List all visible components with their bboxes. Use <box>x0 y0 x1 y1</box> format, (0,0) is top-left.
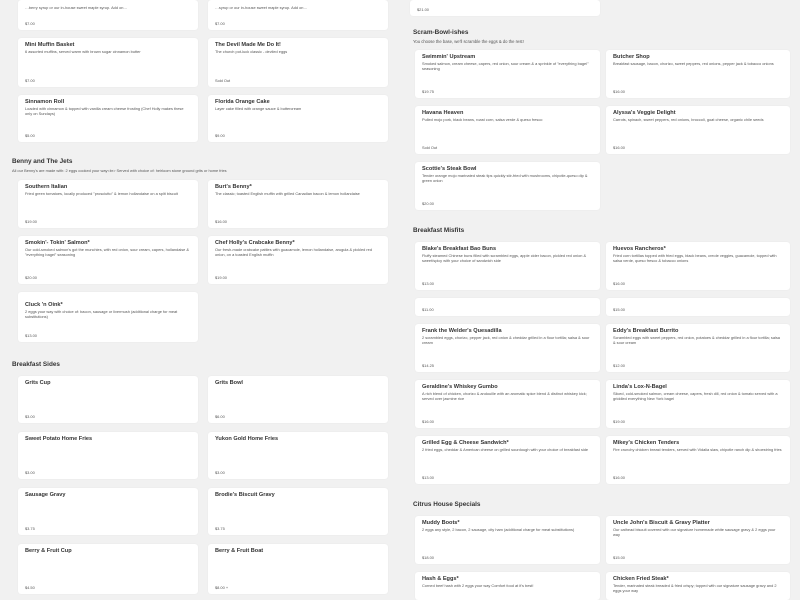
menu-item-card[interactable] <box>415 298 600 316</box>
item-desc: 2 eggs any style, 2 bacon, 2 sausage, city ham (additional charge for meat substitutions) <box>422 527 575 532</box>
item-title: Chef Holly's Crabcake Benny* <box>215 240 295 246</box>
section-subtitle-scrambowl: You choose the base, we'll scramble the eggs & do the rest! <box>413 39 524 44</box>
item-price: $9.00 <box>215 133 225 138</box>
item-price: $19.75 <box>422 89 434 94</box>
item-title: Grits Bowl <box>215 380 243 386</box>
item-title: Linda's Lox-N-Bagel <box>613 384 667 390</box>
item-desc: …syrup or our in-house sweet maple syrup. Add on… <box>215 5 308 10</box>
item-title: Cluck 'n Oink* <box>25 302 63 308</box>
item-desc: Fire crunchy chicken breast tenders, served with Vidalia slaw, chipotle ranch dip & shoestring fries <box>613 447 782 452</box>
item-price: $13.00 <box>422 281 434 286</box>
menu-item-card[interactable] <box>606 572 790 600</box>
item-desc: The church pot-luck classic - deviled eggs <box>215 49 288 54</box>
menu-item-card[interactable] <box>208 544 388 594</box>
item-desc: Fried corn tortillas topped with fried eggs, black beans, creole veggies, guacamole, topped with salsa verde, queso fresco & tobacco onions <box>613 253 777 264</box>
item-title: Grilled Egg & Cheese Sandwich* <box>422 440 509 446</box>
item-price: $19.00 <box>25 219 37 224</box>
item-title: Alyssa's Veggie Delight <box>613 110 676 116</box>
item-desc: Our fresh-made crabcake patties with guacamole, lemon hollandaise, arugula & pickled red onion, on a toasted English muffin <box>215 247 373 258</box>
section-title-scrambowl: Scram-Bowl-ishes <box>413 29 469 36</box>
item-price: $16.00 <box>613 145 625 150</box>
item-title: Swimmin' Upstream <box>422 54 476 60</box>
item-title: Huevos Rancheros* <box>613 246 666 252</box>
item-title: Smokin'- Tokin' Salmon* <box>25 240 90 246</box>
item-desc: Sliced, cold-smoked salmon, cream cheese, capers, fresh dill, red onion & tomato served with a griddled everything New York bagel <box>613 391 778 402</box>
item-title: Yukon Gold Home Fries <box>215 436 279 442</box>
menu-item-card[interactable] <box>606 298 790 316</box>
item-price: $13.00 <box>25 333 37 338</box>
item-price: $20.00 <box>25 275 37 280</box>
item-title: Blake's Breakfast Bao Buns <box>422 246 497 252</box>
item-title: Havana Heaven <box>422 110 464 116</box>
item-price: $16.00 <box>613 89 625 94</box>
item-title: Sinnamon Roll <box>25 99 65 105</box>
menu-item-card[interactable] <box>18 432 198 479</box>
menu-item-card[interactable] <box>410 0 600 16</box>
item-title: Chicken Fried Steak* <box>613 576 669 582</box>
item-desc: Our cathead biscuit covered with our signature homemade white sausage gravy & 2 eggs your way <box>613 527 776 538</box>
menu-item-card[interactable] <box>606 436 790 484</box>
item-title: Sweet Potato Home Fries <box>25 436 93 442</box>
item-desc: Corned beef hash with 2 eggs your way Comfort food at it's best! <box>422 583 534 588</box>
item-status: Sold Out <box>422 145 438 150</box>
item-price: $3.75 <box>25 526 35 531</box>
item-price: $3.00 <box>215 470 225 475</box>
item-price: $16.00 <box>613 281 625 286</box>
menu-item-card[interactable] <box>18 488 198 535</box>
item-desc: Tender, marinated steak breaded & fried crispy; topped with our signature sausage gravy and 2 eggs your way <box>613 583 777 594</box>
item-price: $16.00 <box>215 219 227 224</box>
menu-item-card[interactable] <box>415 436 600 484</box>
item-title: Scottie's Steak Bowl <box>422 166 477 172</box>
item-price: $15.00 <box>613 307 625 312</box>
item-desc: A rich blend of chicken, chorizo & andouille with an aromatic spice blend & distinct whiskey kick; served over jasmine rice <box>422 391 587 402</box>
item-price: $5.00 <box>25 133 35 138</box>
item-price: $21.00 <box>417 7 429 12</box>
item-price: $3.00 <box>25 470 35 475</box>
menu-item-card[interactable] <box>415 162 600 210</box>
menu-item-card[interactable] <box>208 376 388 423</box>
item-price: $6.00 <box>215 414 225 419</box>
menu-item-card[interactable] <box>606 324 790 372</box>
item-title: Uncle John's Biscuit & Gravy Platter <box>613 520 710 526</box>
item-title: Burt's Benny* <box>215 184 252 190</box>
item-desc: Our cold-smoked salmon's got the munchies, with red onion, sour cream, capers, hollandaise & "everything bagel" seasoning <box>25 247 190 258</box>
menu-item-card[interactable] <box>208 38 388 87</box>
menu-item-card[interactable] <box>18 0 198 30</box>
item-title: Sausage Gravy <box>25 492 66 498</box>
menu-item-card[interactable] <box>208 180 388 228</box>
item-price: $3.75 <box>215 526 225 531</box>
item-desc: 2 eggs your way with choice of: bacon, sausage or livermush (additional charge for meat substitutions) <box>25 309 178 320</box>
item-price: $18.00 <box>422 555 434 560</box>
item-desc: 2 fried eggs, cheddar & American cheese on grilled sourdough with your choice of breakfast side <box>422 447 589 452</box>
item-price: $15.00 <box>613 555 625 560</box>
menu-item-card[interactable] <box>18 38 198 87</box>
item-price: $11.00 <box>422 307 434 312</box>
item-price: $13.00 <box>422 475 434 480</box>
item-price: $7.00 <box>215 21 225 26</box>
item-desc: The classic; toasted English muffin with grilled Canadian bacon & lemon hollandaise <box>215 191 360 196</box>
menu-item-card[interactable] <box>415 516 600 564</box>
item-desc: Tender orange mojo marinated steak tips quickly stir-fried with mushrooms, chipotle-queso dip & green onion <box>422 173 588 184</box>
item-desc: Layer cake filled with orange sauce & buttercream <box>215 106 302 111</box>
section-title-benny: Benny and The Jets <box>12 158 73 165</box>
menu-item-card[interactable] <box>18 95 198 142</box>
menu-item-card[interactable] <box>208 236 388 284</box>
item-price: $16.00 <box>613 475 625 480</box>
item-title: Brodie's Biscuit Gravy <box>215 492 275 498</box>
item-desc: 6 assorted muffins, served warm with brown sugar cinnamon butter <box>25 49 141 54</box>
item-price: $19.00 <box>613 419 625 424</box>
item-price: $8.00 + <box>215 585 229 590</box>
item-title: Frank the Welder's Quesadilla <box>422 328 502 334</box>
menu-item-card[interactable] <box>606 242 790 290</box>
item-desc: Fried green tomatoes, locally produced "prosciutto" & lemon hollandaise on a split biscuit <box>25 191 178 196</box>
section-title-sides: Breakfast Sides <box>12 361 60 368</box>
item-desc: Loaded with cinnamon & topped with vanilla cream cheese frosting (Chef Holly makes these only on Sundays) <box>25 106 184 117</box>
menu-item-card[interactable] <box>606 516 790 564</box>
item-desc: 2 scrambled eggs, chorizo, pepper jack, red onion & cheddar grilled in a flour tortilla; salsa & sour cream <box>422 335 590 346</box>
menu-item-card[interactable] <box>18 376 198 423</box>
item-price: $7.00 <box>25 78 35 83</box>
menu-item-card[interactable] <box>208 0 388 30</box>
item-price: $12.00 <box>613 363 625 368</box>
item-desc: Fluffy steamed Chinese buns filled with scrambled eggs, apple cider bacon, pickled red onion & sweet/spicy with your choice of sandwich side <box>422 253 587 264</box>
menu-item-card[interactable] <box>415 106 600 154</box>
menu-item-card[interactable] <box>415 242 600 290</box>
item-desc: Carrots, spinach, sweet peppers, red onions, broccoli, goat cheese, organic chile seeds <box>613 117 764 122</box>
menu-item-card[interactable] <box>208 432 388 479</box>
item-desc: Pulled mojo pork, black beans, roast corn, salsa verde & queso fresco <box>422 117 543 122</box>
section-title-misfits: Breakfast Misfits <box>413 227 465 234</box>
menu-item-card[interactable] <box>415 380 600 428</box>
menu-item-card[interactable] <box>18 180 198 228</box>
menu-item-card[interactable] <box>415 324 600 372</box>
item-title: Geraldine's Whiskey Gumbo <box>422 384 498 390</box>
menu-item-card[interactable] <box>415 572 600 600</box>
item-title: Grits Cup <box>25 380 51 386</box>
item-title: Hash & Eggs* <box>422 576 459 582</box>
item-price: $20.00 <box>422 201 434 206</box>
item-desc: Smoked salmon, cream cheese, capers, red onion, sour cream & a sprinkle of "everything bagel" seasoning <box>422 61 589 72</box>
item-title: Mikey's Chicken Tenders <box>613 440 680 446</box>
menu-item-card[interactable] <box>415 50 600 98</box>
item-price: $4.50 <box>25 585 35 590</box>
item-title: Florida Orange Cake <box>215 99 270 105</box>
item-title: Southern Italian <box>25 184 68 190</box>
menu-item-card[interactable] <box>208 95 388 142</box>
menu-item-card[interactable] <box>18 292 198 342</box>
menu-item-card[interactable] <box>606 380 790 428</box>
item-title: Berry & Fruit Cup <box>25 548 72 554</box>
menu-item-card[interactable] <box>18 544 198 594</box>
item-title: The Devil Made Me Do It! <box>215 42 281 48</box>
item-title: Berry & Fruit Boat <box>215 548 264 554</box>
item-price: $7.00 <box>25 21 35 26</box>
menu-item-card[interactable] <box>606 50 790 98</box>
item-status: Sold Out <box>215 78 231 83</box>
item-title: Mini Muffin Basket <box>25 42 75 48</box>
item-desc: …berry syrup or our in-house sweet maple syrup. Add on… <box>25 5 128 10</box>
item-desc: Scrambled eggs with sweet peppers, red onion, potatoes & cheddar grilled in a flour tortilla; salsa & sour cream <box>613 335 780 346</box>
section-subtitle-benny: All our Benny's are made with: 2 eggs cooked your way<br> Served with choice of: heirloom stone ground grits or home fries <box>12 168 227 173</box>
item-title: Muddy Boots* <box>422 520 460 526</box>
menu-item-card[interactable] <box>208 488 388 535</box>
item-title: Butcher Shop <box>613 54 650 60</box>
item-price: $19.00 <box>215 275 227 280</box>
item-desc: Breakfast sausage, bacon, chorizo, sweet peppers, red onions, pepper jack & tobacco onions <box>613 61 774 66</box>
item-price: $14.25 <box>422 363 434 368</box>
menu-item-card[interactable] <box>606 106 790 154</box>
item-price: $16.00 <box>422 419 434 424</box>
section-title-house-specials: Citrus House Specials <box>413 501 481 508</box>
item-title: Eddy's Breakfast Burrito <box>613 328 679 334</box>
item-price: $3.00 <box>25 414 35 419</box>
menu-item-card[interactable] <box>18 236 198 284</box>
